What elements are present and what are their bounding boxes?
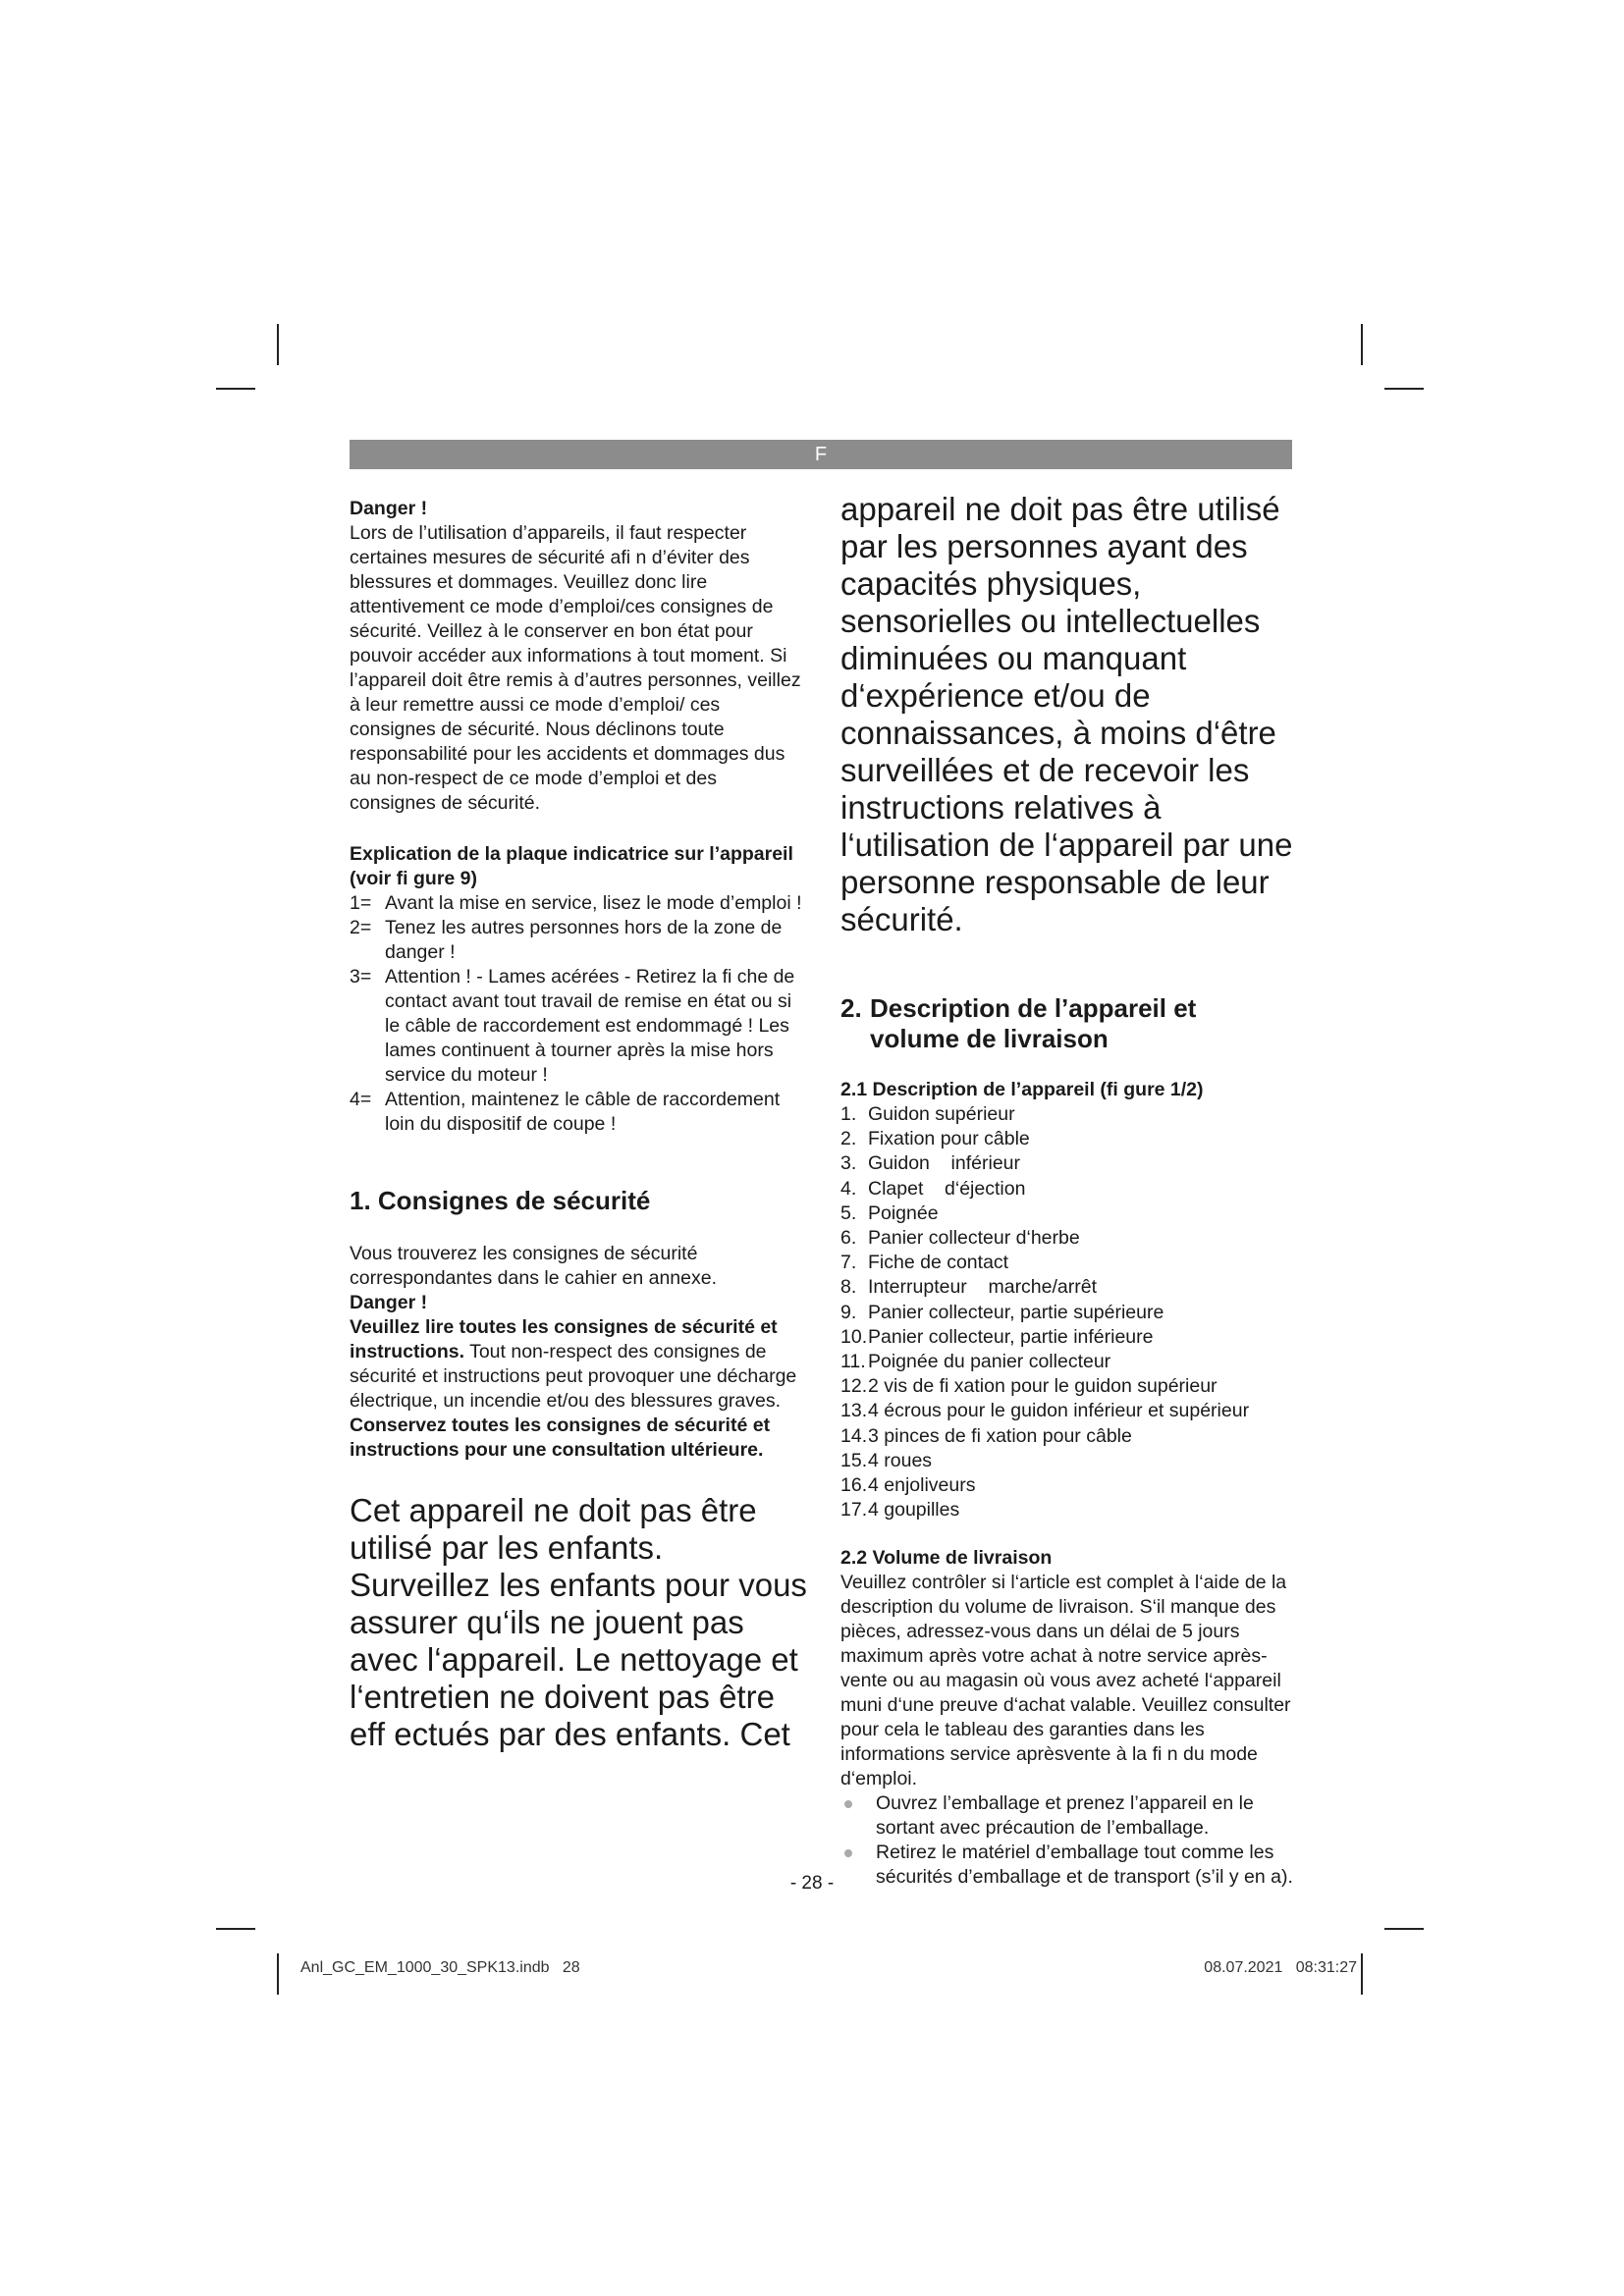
- section-1-keep-note: Conservez toutes les consignes de sécurité et instructions pour une consultation ultérieure.: [350, 1415, 771, 1461]
- parts-item: 16.4 enjoliveurs: [840, 1474, 976, 1497]
- unpacking-item: Ouvrez l’emballage et prenez l’appareil en le sortant avec précaution de l’emballage.: [840, 1791, 1294, 1841]
- parts-item: 14.3 pinces de fi xation pour câble: [840, 1424, 1132, 1447]
- crop-mark: [1384, 1928, 1424, 1930]
- page-number: - 28 -: [789, 1873, 835, 1894]
- crop-mark: [216, 388, 255, 390]
- plaque-title: Explication de la plaque indicatrice sur l’appareil (voir fi gure 9): [350, 843, 793, 889]
- sub-2-1-title: 2.1 Description de l’appareil (fi gure 1/2): [840, 1079, 1204, 1100]
- crop-mark: [277, 1953, 279, 1995]
- danger-title: Danger !: [350, 498, 428, 519]
- parts-item: 15.4 roues: [840, 1449, 933, 1471]
- unpacking-item: Retirez le matériel d’emballage tout comme les sécurités d’emballage et de transport (s’il y en a).: [840, 1841, 1294, 1890]
- crop-mark: [1361, 324, 1363, 365]
- danger-text: Lors de l’utilisation d’appareils, il faut respecter certaines mesures de sécurité afi n d’éviter des blessures et dommages. Veuillez donc lire attentivement ce mode d’emploi/ces consignes de sécurité. Veillez à le conserver en bon état pour pouvoir accéder aux informations à tout moment. Si l’appareil doit être remis à d’autres personnes, veillez à leur remettre aussi ce mode d’emploi/ ces consignes de sécurité. Nous déclinons toute responsabilité pour les accidents et dommages dus au non-respect de ce mode d’emploi et des consignes de sécurité.: [350, 522, 801, 814]
- parts-item: 17.4 goupilles: [840, 1499, 960, 1522]
- plaque-item: 4= Attention, maintenez le câble de raccordement loin du dispositif de coupe !: [350, 1089, 781, 1135]
- crop-mark: [277, 324, 279, 365]
- parts-item: 10.Panier collecteur, partie inférieure: [840, 1325, 1154, 1348]
- section-2-title: 2. Description de l’appareil et volume de livraison: [840, 993, 1197, 1053]
- footer-filename: Anl_GC_EM_1000_30_SPK13.indb 28: [300, 1959, 580, 1976]
- section-1-intro: Vous trouverez les consignes de sécurité correspondantes dans le cahier en annexe.: [350, 1243, 718, 1289]
- left-column: [350, 491, 807, 1753]
- children-warning: Cet appareil ne doit pas être utilisé par les enfants. Surveillez les enfants pour vous assurer qu‘ils ne jouent pas avec l‘appareil. Le nettoyage et l‘entretien ne doivent pas être eff ectués par des enfants. Cet: [350, 1492, 807, 1752]
- crop-mark: [1361, 1953, 1363, 1995]
- section-1-danger: Danger !: [350, 1292, 428, 1313]
- parts-item: 3. Guidon inférieur: [840, 1152, 1021, 1175]
- plaque-item: 3= Attention ! - Lames acérées - Retirez la fi che de contact avant tout travail de remise en état ou si le câble de raccordement est endommagé ! Les lames continuent à tourner après la mise hors service du moteur !: [350, 966, 795, 1086]
- right-column: [840, 491, 1294, 1890]
- plaque-item: 1= Avant la mise en service, lisez le mode d’emploi !: [350, 892, 802, 914]
- footer-timestamp: 08.07.2021 08:31:27: [1204, 1959, 1357, 1976]
- section-1-paragraph: Veuillez lire toutes les consignes de sécurité et instructions. Tout non-respect des consignes de sécurité et instructions peut provoquer une décharge électrique, un incendie et/ou des blessures graves.: [350, 1316, 797, 1412]
- parts-item: 8. Interrupteur marche/arrêt: [840, 1276, 1098, 1299]
- parts-item: 12.2 vis de fi xation pour le guidon supérieur: [840, 1375, 1218, 1398]
- crop-mark: [1384, 388, 1424, 390]
- plaque-list: [350, 891, 807, 1137]
- parts-item: 5. Poignée: [840, 1201, 939, 1224]
- parts-item: 9. Panier collecteur, partie supérieure: [840, 1301, 1164, 1323]
- parts-list: [840, 1102, 1294, 1522]
- section-1-title: 1. Consignes de sécurité: [350, 1186, 651, 1215]
- crop-mark: [216, 1928, 255, 1930]
- parts-item: 11. Poignée du panier collecteur: [840, 1351, 1111, 1373]
- parts-item: 2. Fixation pour câble: [840, 1128, 1030, 1150]
- parts-item: 1. Guidon supérieur: [840, 1103, 1015, 1125]
- sub-2-2-text: Veuillez contrôler si l‘article est complet à l‘aide de la description du volume de livraison. S‘il manque des pièces, adressez-vous dans un délai de 5 jours maximum après votre achat à notre service après-vente ou au magasin où vous avez acheté l‘appareil muni d‘une preuve d‘achat valable. Veuillez consulter pour cela le tableau des garanties dans les informations service aprèsvente à la fi n du mode d‘emploi.: [840, 1572, 1291, 1790]
- language-label: F: [814, 444, 828, 465]
- language-header-bar: [350, 440, 1292, 469]
- bullet-icon: [844, 1849, 852, 1857]
- capacities-warning: appareil ne doit pas être utilisé par les personnes ayant des capacités physiques, sensorielles ou intellectuelles diminuées ou manquant d‘expérience et/ou de connaissances, à moins d‘être surveillées et de recevoir les instructions relatives à l‘utilisation de l‘appareil par une personne responsable de leur sécurité.: [840, 491, 1293, 937]
- parts-item: 7. Fiche de contact: [840, 1252, 1009, 1274]
- plaque-item: 2= Tenez les autres personnes hors de la zone de danger !: [350, 917, 783, 963]
- parts-item: 4. Clapet d‘éjection: [840, 1177, 1026, 1200]
- sub-2-2-title: 2.2 Volume de livraison: [840, 1547, 1053, 1570]
- parts-item: 13.4 écrous pour le guidon inférieur et supérieur: [840, 1400, 1250, 1422]
- parts-item: 6. Panier collecteur d‘herbe: [840, 1227, 1080, 1250]
- bullet-icon: [844, 1800, 852, 1808]
